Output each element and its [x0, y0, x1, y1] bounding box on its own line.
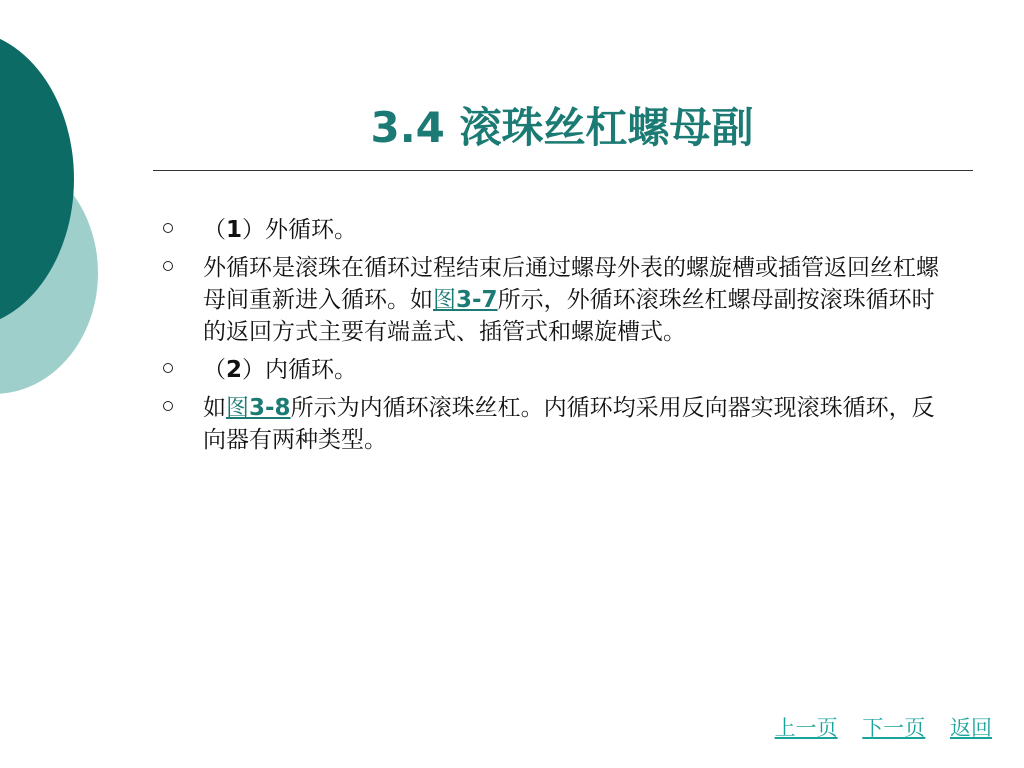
figure-link-number: 3-8: [249, 395, 291, 421]
circle-bullet-icon: [163, 261, 173, 271]
bullet-text-after-link: 所示，外循环滚珠丝杠螺母副按滚珠循环时的返回方式主要有端盖式、插管式和螺旋槽式。: [203, 287, 935, 345]
figure-3-8-link[interactable]: [226, 395, 291, 421]
slide-navigation: [757, 714, 992, 742]
bullet-external-circulation-heading: [163, 214, 953, 246]
bullet-number: 1: [226, 217, 243, 243]
bullet-text-after-link: 所示为内循环滚珠丝杠。内循环均采用反向器实现滚珠循环，反向器有两种类型。: [203, 395, 935, 453]
bullet-internal-circulation-heading: [163, 354, 953, 386]
slide-title: 3.4 滚珠丝杠螺母副: [370, 103, 754, 152]
figure-link-number: 3-7: [456, 287, 498, 313]
bullet-list: [163, 214, 953, 462]
prev-page-link[interactable]: 上一页: [774, 716, 838, 740]
bullet-heading-text: ）内循环。: [242, 357, 358, 383]
bullet-external-circulation-description: [163, 252, 953, 348]
bullet-text-before-link: 外循环是滚珠在循环过程结束后通过螺母外表的螺旋槽或插管返回丝杠螺母间重新进入循环。如: [203, 255, 939, 313]
bullet-number: 2: [226, 357, 243, 383]
circle-bullet-icon: [163, 401, 173, 411]
next-page-link[interactable]: 下一页: [862, 716, 926, 740]
title-divider: [153, 170, 973, 171]
bullet-text-before-link: 如: [203, 395, 226, 421]
circle-bullet-icon: [163, 223, 173, 233]
bullet-open-paren: （: [203, 217, 226, 243]
return-link[interactable]: 返回: [950, 716, 992, 740]
figure-link-char: 图: [433, 287, 456, 313]
circle-bullet-icon: [163, 363, 173, 373]
figure-3-7-link[interactable]: [433, 287, 498, 313]
figure-link-char: 图: [226, 395, 249, 421]
bullet-heading-text: ）外循环。: [242, 217, 358, 243]
bullet-open-paren: （: [203, 357, 226, 383]
bullet-internal-circulation-description: [163, 392, 953, 456]
